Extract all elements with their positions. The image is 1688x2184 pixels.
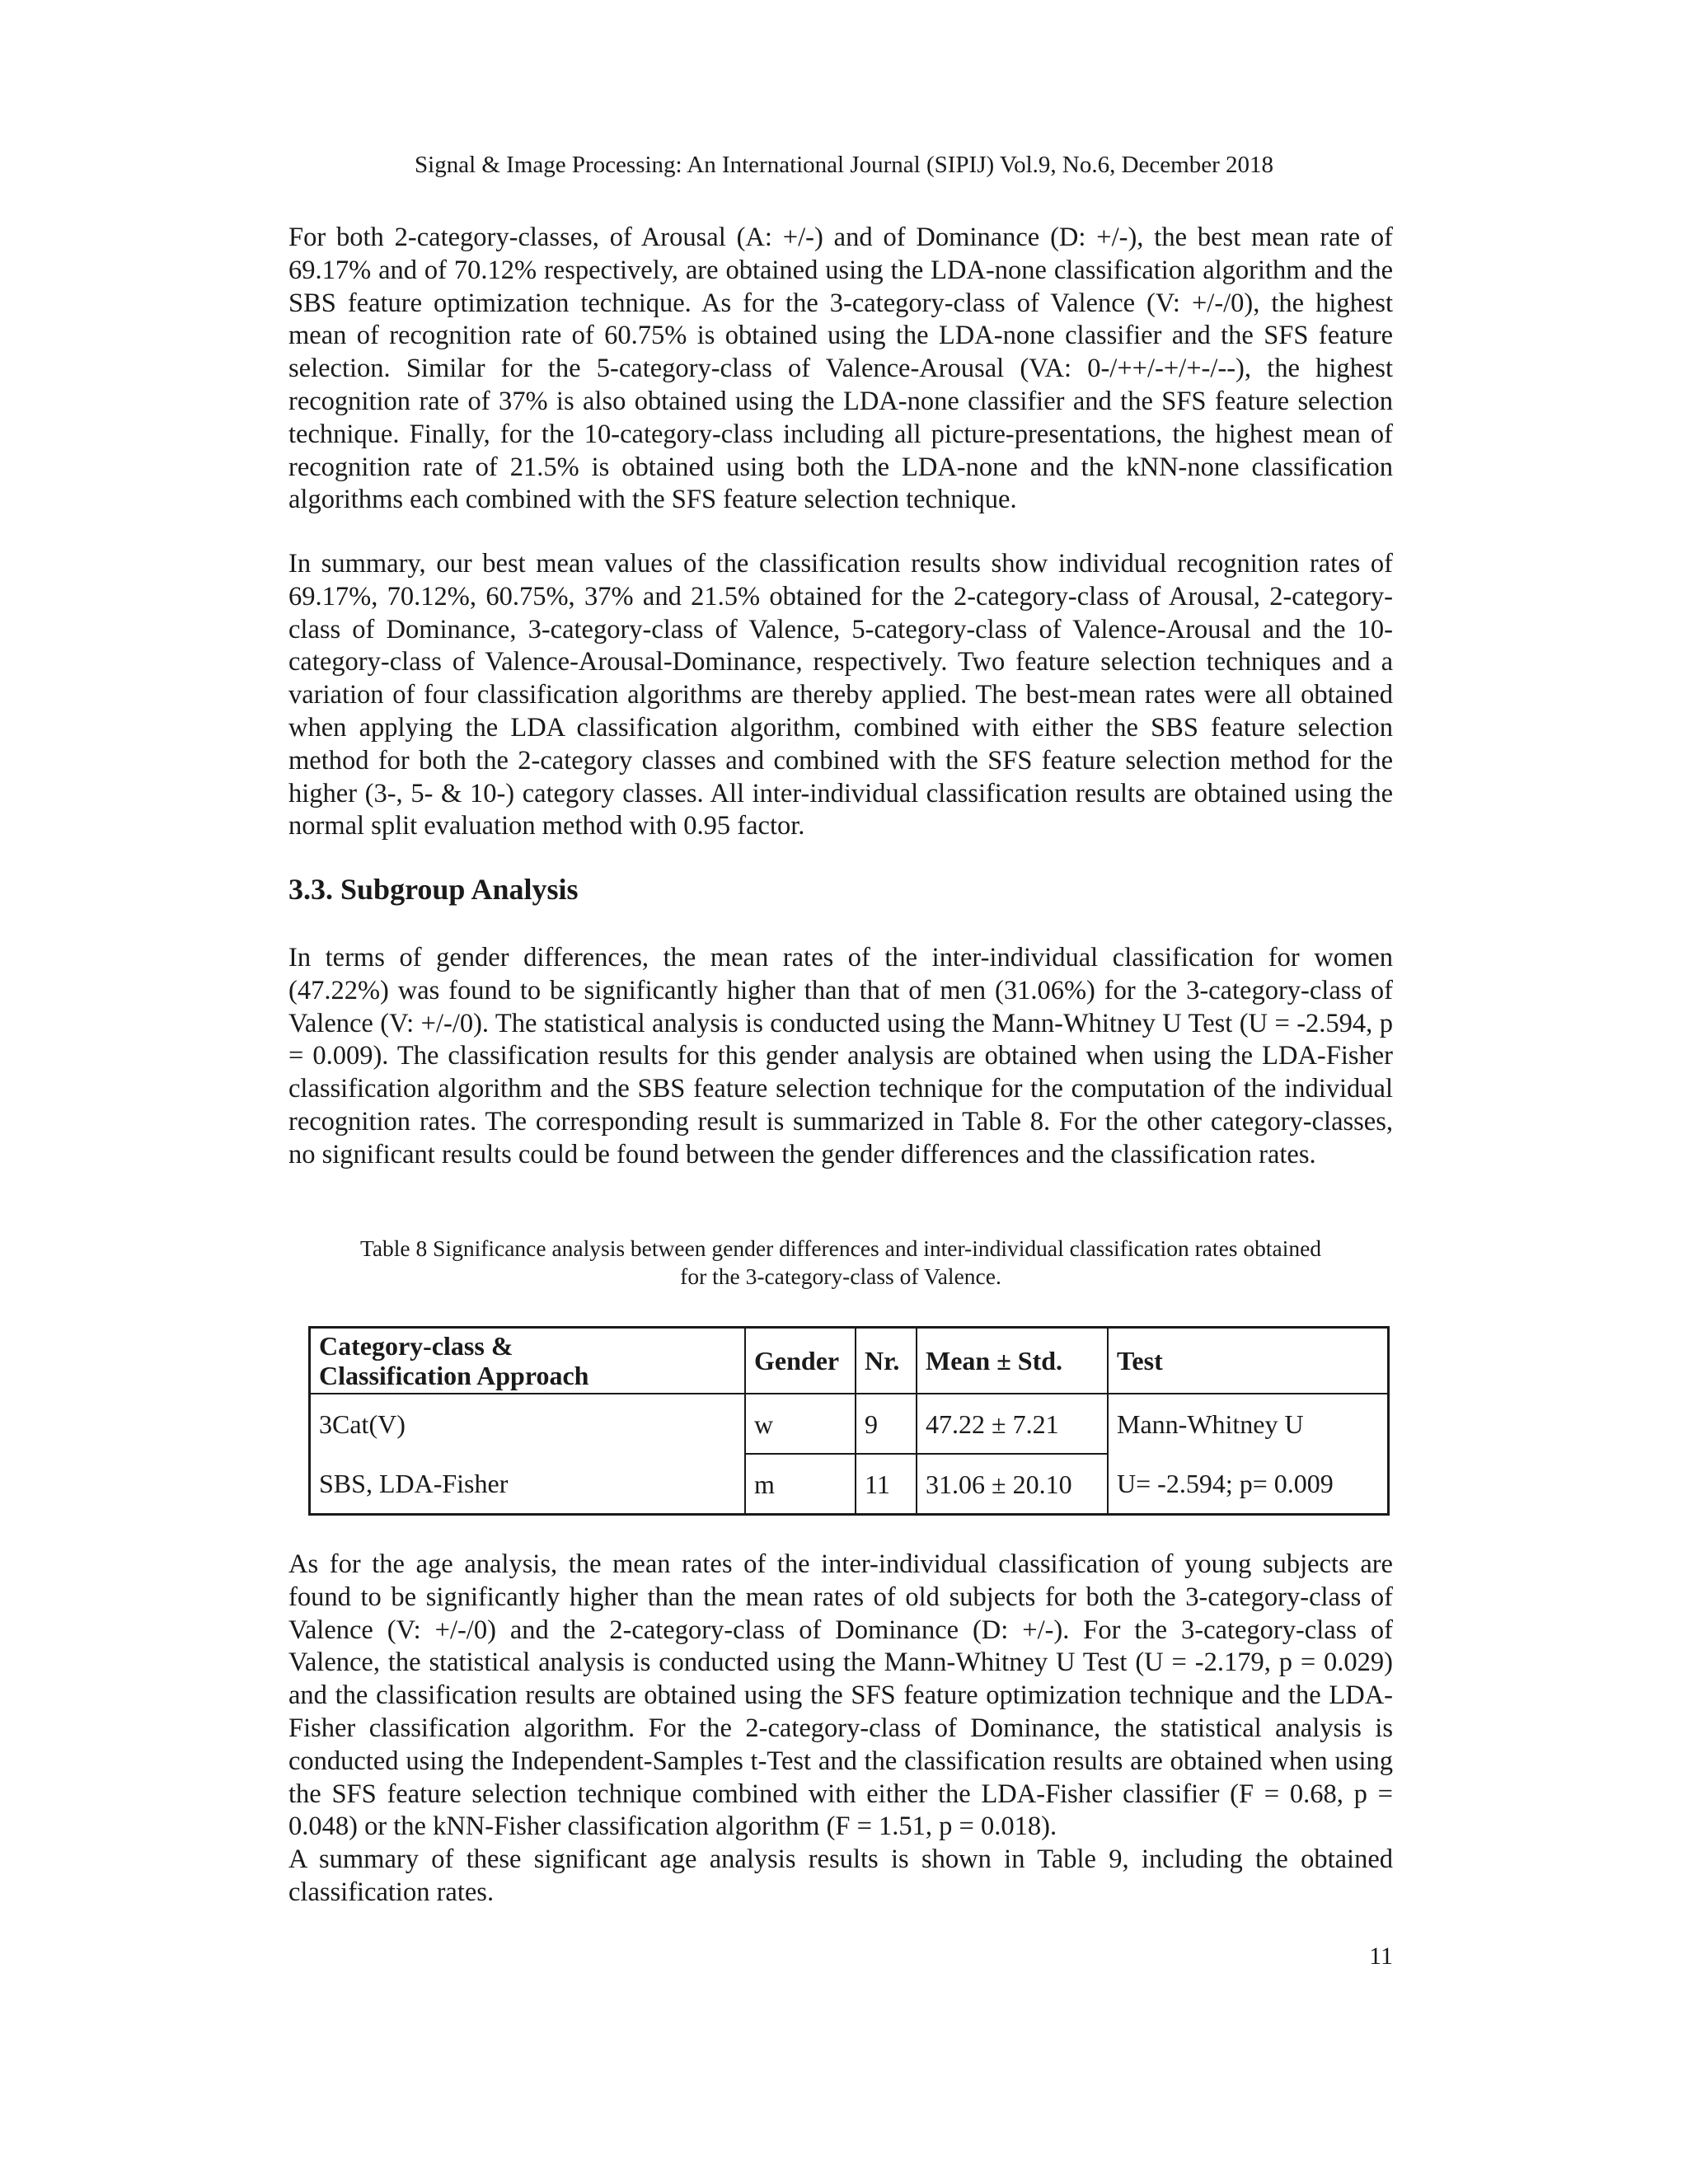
header-category-class	[310, 1328, 746, 1394]
cell-gender: m	[745, 1454, 856, 1515]
header-nr: Nr.	[856, 1328, 917, 1394]
journal-header: Signal & Image Processing: An International Journal (SIPIJ) Vol.9, No.6, December 2018	[415, 152, 1273, 178]
cell-nr: 11	[856, 1454, 917, 1515]
header-category-line-2: Classification Approach	[319, 1361, 589, 1390]
cell-category: 3Cat(V)	[310, 1394, 746, 1454]
cell-nr: 9	[856, 1394, 917, 1454]
table-caption-line-2: for the 3-category-class of Valence.	[680, 1263, 1001, 1289]
page-number: 11	[1369, 1943, 1393, 1970]
paragraph-age-analysis-main: As for the age analysis, the mean rates of the inter-individual classification of young subjects are found to be significantly higher than the mean rates of old subjects for both the 3-category-class of Valence (V: +/-/0) and the 2-category-class of Dominance (D: +/-). For the 3-category-class of Valence, the statistical analysis is conducted using the Mann-Whitney U Test (U = -2.179, p = 0.029) and the classification results are obtained using the SFS feature optimization technique and the LDA-Fisher classification algorithm. For the 2-category-class of Dominance, the statistical analysis is conducted using the Independent-Samples t-Test and the classification results are obtained when using the SFS feature selection technique combined with either the LDA-Fisher classifier (F = 0.68, p = 0.048) or the kNN-Fisher classification algorithm (F = 1.51, p = 0.018).	[288, 1549, 1393, 1842]
header-test: Test	[1108, 1328, 1389, 1394]
table-row	[310, 1454, 1389, 1515]
paragraph-age-analysis-summary: A summary of these significant age analysis results is shown in Table 9, including the obtained classification rates.	[288, 1844, 1393, 1907]
cell-gender: w	[745, 1394, 856, 1454]
section-heading-subgroup-analysis: 3.3. Subgroup Analysis	[288, 873, 579, 906]
paragraph-summary: In summary, our best mean values of the classification results show individual recognition rates of 69.17%, 70.12%, 60.75%, 37% and 21.5% obtained for the 2-category-class of Arousal, 2-category-class of Dominance, 3-category-class of Valence, 5-category-class of Valence-Arousal and the 10-category-class of Valence-Arousal-Dominance, respectively. Two feature selection techniques and a variation of four classification algorithms are thereby applied. The best-mean rates were all obtained when applying the LDA classification algorithm, combined with either the SBS feature selection method for both the 2-category classes and combined with the SFS feature selection method for the higher (3-, 5- & 10-) category classes. All inter-individual classification results are obtained using the normal split evaluation method with 0.95 factor.	[288, 549, 1393, 841]
cell-mean-std: 47.22 ± 7.21	[917, 1394, 1108, 1454]
cell-category: SBS, LDA-Fisher	[310, 1454, 746, 1515]
paragraph-age-analysis	[288, 1549, 1393, 1910]
cell-mean-std: 31.06 ± 20.10	[917, 1454, 1108, 1515]
header-gender: Gender	[745, 1328, 856, 1394]
paragraph-gender-analysis: In terms of gender differences, the mean rates of the inter-individual classification for women (47.22%) was found to be significantly higher than that of men (31.06%) for the 3-category-class of Valence (V: +/-/0). The statistical analysis is conducted using the Mann-Whitney U Test (U = -2.594, p = 0.009). The classification results for this gender analysis are obtained when using the LDA-Fisher classification algorithm and the SBS feature selection technique for the computation of the individual recognition rates. The corresponding result is summarized in Table 8. For the other category-classes, no significant results could be found between the gender differences and the classification rates.	[288, 943, 1393, 1169]
table-row	[310, 1394, 1389, 1454]
cell-test: U= -2.594; p= 0.009	[1108, 1454, 1389, 1515]
table-caption-line-1: Table 8 Significance analysis between gender differences and inter-individual classification rates obtained	[359, 1235, 1322, 1261]
table-header-row	[310, 1328, 1389, 1394]
cell-test: Mann-Whitney U	[1108, 1394, 1389, 1454]
header-mean-std: Mean ± Std.	[917, 1328, 1108, 1394]
gender-significance-table	[308, 1326, 1390, 1516]
header-category-line-1: Category-class &	[319, 1331, 513, 1361]
paragraph-classification-results: For both 2-category-classes, of Arousal (A: +/-) and of Dominance (D: +/-), the best mean rate of 69.17% and of 70.12% respectively, are obtained using the LDA-none classification algorithm and the SBS feature optimization technique. As for the 3-category-class of Valence (V: +/-/0), the highest mean of recognition rate of 60.75% is obtained using the LDA-none classifier and the SFS feature selection. Similar for the 5-category-class of Valence-Arousal (VA: 0-/++/-+/+-/--), the highest recognition rate of 37% is also obtained using the LDA-none classifier and the SFS feature selection technique. Finally, for the 10-category-class including all picture-presentations, the highest mean of recognition rate of 21.5% is obtained using both the LDA-none and the kNN-none classification algorithms each combined with the SFS feature selection technique.	[288, 223, 1393, 515]
table-caption	[288, 1235, 1393, 1291]
